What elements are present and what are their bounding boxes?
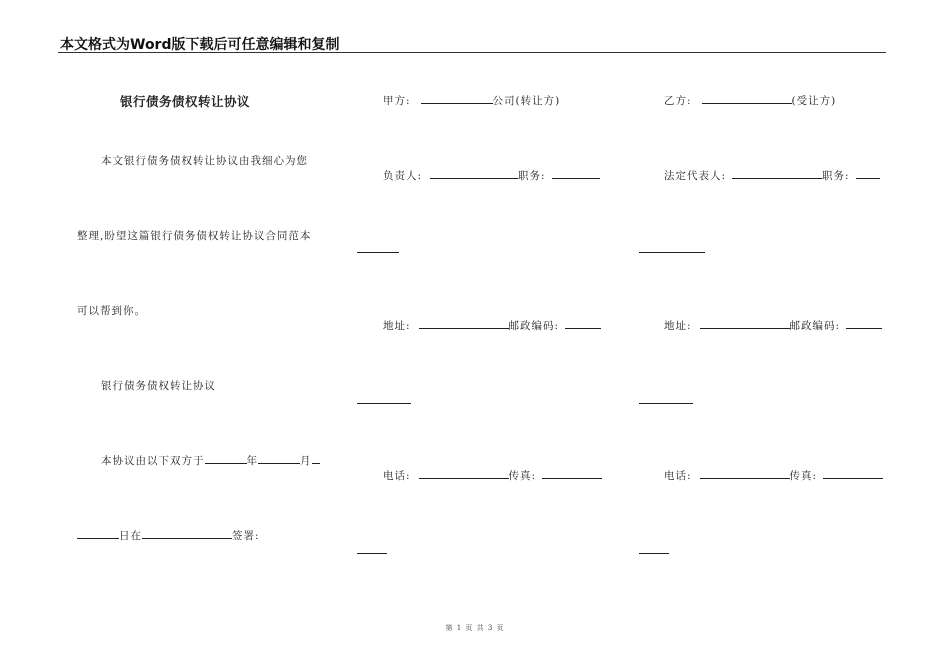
party-a-line (383, 93, 560, 108)
postcode-blank-a-cont (357, 403, 411, 404)
month-blank (258, 454, 300, 464)
postcode-label-a: 邮政编码: (508, 320, 560, 332)
fax-blank-a (542, 469, 602, 479)
phone-blank-b (700, 469, 790, 479)
party-a-blank (421, 94, 493, 104)
address-line-b (664, 318, 882, 333)
signing-line (77, 528, 260, 543)
fax-blank-a-cont (357, 553, 387, 554)
signed-label: 签署: (232, 530, 260, 542)
position-blank-a (552, 169, 600, 179)
party-b-blank (702, 94, 792, 104)
address-blank-b (700, 319, 790, 329)
day-blank (77, 529, 119, 539)
agreement-subtitle: 银行债务债权转让协议 (101, 380, 216, 392)
day-at-label: 日在 (119, 530, 142, 542)
place-blank (142, 529, 232, 539)
page-footer: 第 1 页 共 3 页 (445, 624, 505, 632)
party-a-label: 甲方: (383, 95, 411, 107)
party-b-label: 乙方: (664, 95, 692, 107)
legal-rep-label: 法定代表人: (664, 170, 727, 182)
year-label: 年 (246, 455, 258, 467)
person-in-charge-line (383, 168, 600, 183)
legal-rep-line (664, 168, 880, 183)
party-b-line (664, 93, 836, 108)
address-line-a (383, 318, 601, 333)
postcode-label-b: 邮政编码: (789, 320, 841, 332)
position-label-b: 职务: (822, 170, 850, 182)
date-line (101, 453, 320, 468)
postcode-blank-a (565, 319, 601, 329)
position-blank-b-cont (639, 252, 705, 253)
address-label-b: 地址: (664, 320, 692, 332)
date-prefix: 本协议由以下双方于 (101, 455, 205, 467)
document-title: 银行债务债权转让协议 (120, 94, 251, 109)
phone-label-b: 电话: (664, 470, 692, 482)
fax-label-a: 传真: (508, 470, 537, 482)
person-in-charge-label: 负责人: (383, 170, 423, 182)
postcode-blank-b (846, 319, 882, 329)
intro-line-1: 本文银行债务债权转让协议由我细心为您 (101, 155, 308, 167)
phone-line-b (664, 468, 883, 483)
position-label-a: 职务: (518, 170, 546, 182)
position-blank-b (856, 169, 880, 179)
legal-rep-blank (732, 169, 822, 179)
address-blank-a (419, 319, 509, 329)
year-blank (205, 454, 247, 464)
phone-blank-a (419, 469, 509, 479)
header-title: 本文格式为Word版下载后可任意编辑和复制 (60, 37, 340, 53)
position-blank-a-cont (357, 252, 399, 253)
fax-label-b: 传真: (789, 470, 818, 482)
fax-blank-b (823, 469, 883, 479)
postcode-blank-b-cont (639, 403, 693, 404)
address-label-a: 地址: (383, 320, 411, 332)
company-transferor-label: 公司(转让方) (492, 95, 561, 107)
intro-line-2: 整理,盼望这篇银行债务债权转让协议合同范本 (77, 230, 312, 242)
phone-line-a (383, 468, 602, 483)
month-label: 月 (300, 455, 312, 467)
fax-blank-b-cont (639, 553, 669, 554)
intro-line-3: 可以帮到你。 (77, 305, 146, 317)
person-in-charge-blank (430, 169, 518, 179)
day-blank-start (312, 454, 320, 464)
transferee-label: (受让方) (791, 95, 837, 107)
header-divider (58, 52, 886, 53)
phone-label-a: 电话: (383, 470, 411, 482)
